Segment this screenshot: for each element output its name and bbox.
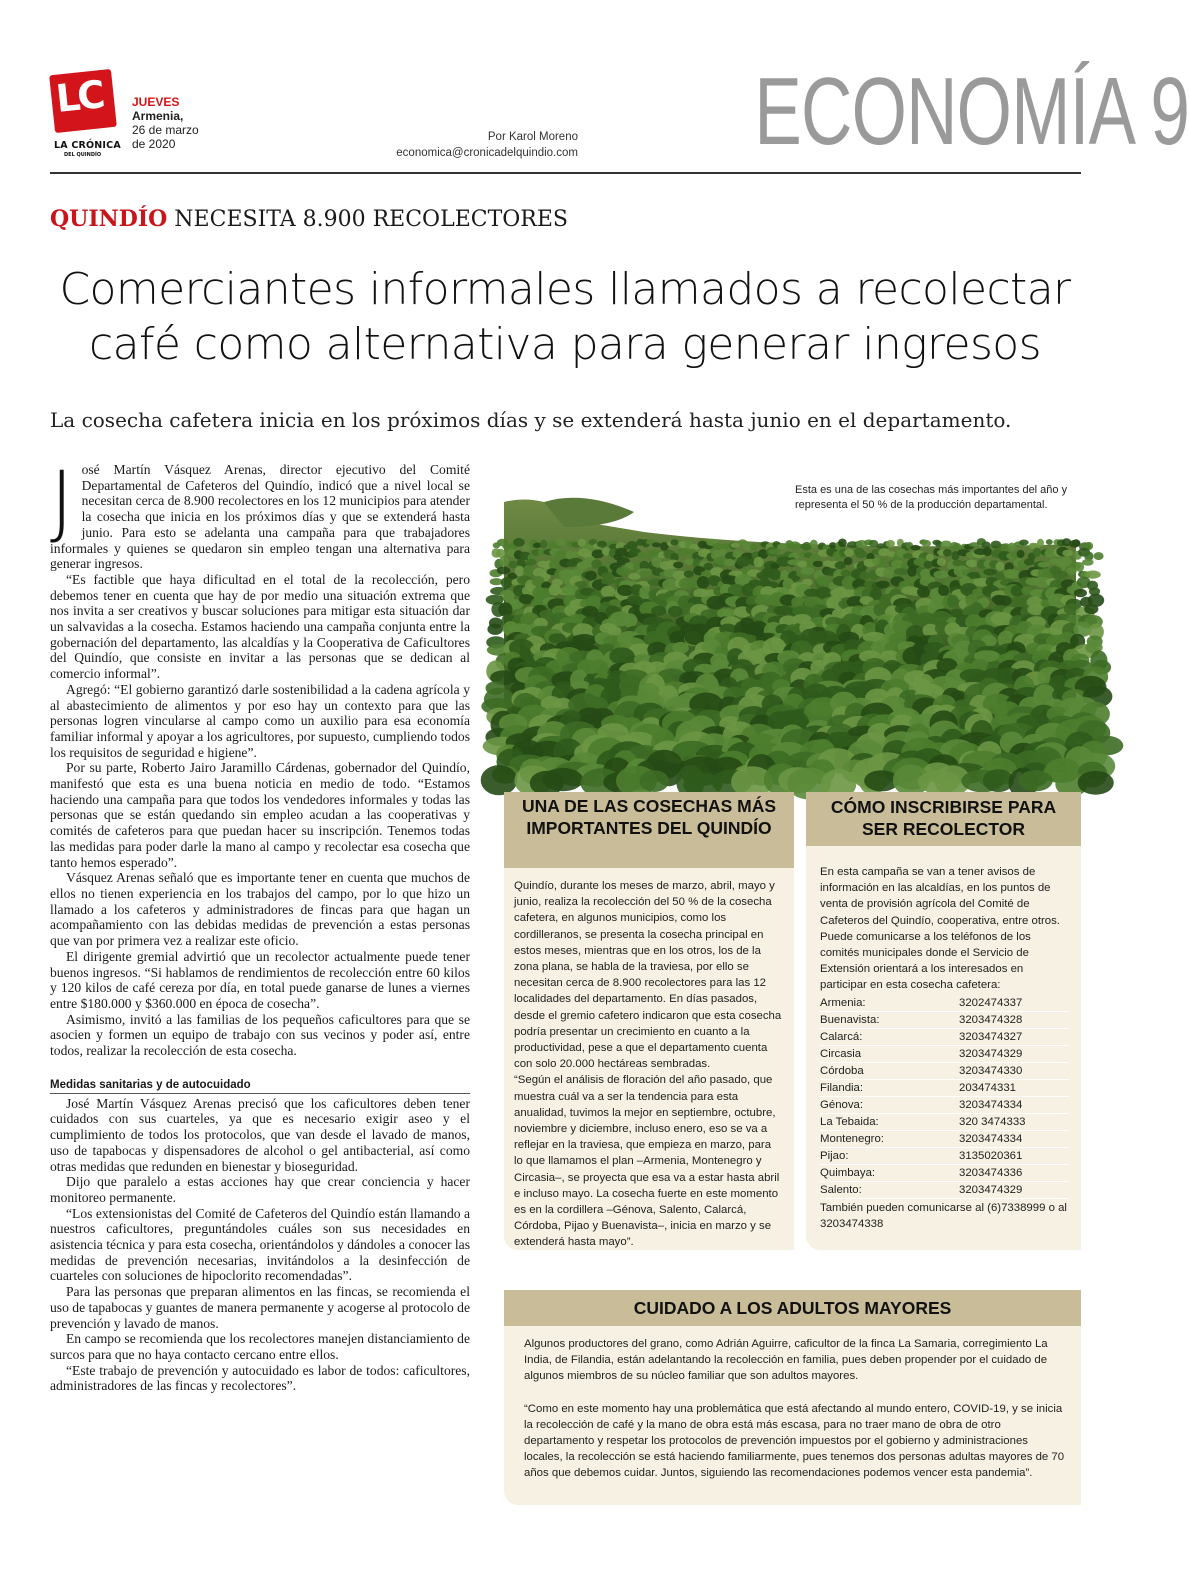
phone-number: 3203474329 bbox=[959, 1045, 1069, 1062]
edition-city: Armenia, bbox=[132, 109, 184, 123]
edition-date-line2: de 2020 bbox=[132, 137, 176, 151]
phone-town: Montenegro: bbox=[820, 1130, 959, 1147]
phone-number: 3203474330 bbox=[959, 1062, 1069, 1079]
article-paragraph: Agregó: “El gobierno garantizó darle sostenibilidad a la cadena agrícola y al abastecimiento de alimentos y por eso hay un contexto para que las personas logren vincularse al campo como un auxilio para esa economía familiar informal y apoyar a los agricultores, por supuesto, cumpliendo todos los requisitos de seguridad e higiene”. bbox=[50, 681, 470, 760]
phone-town: Armenia: bbox=[820, 995, 959, 1012]
phone-number: 3203474334 bbox=[959, 1096, 1069, 1113]
coffee-field-illustration bbox=[504, 472, 1076, 772]
author-email: economica@cronicadelquindio.com bbox=[396, 147, 578, 159]
article-paragraph: José Martín Vásquez Arenas precisó que los caficultores deben tener cuidados con sus cuarteles, ya que es necesario exigir aseo y el cumplimiento de todos los protocolos, que van desde el lavado de manos, uso de tapabocas y dispensadores de alcohol o gel antibacterial, así como otras medidas que redunden en bienestar y bioseguridad. bbox=[50, 1095, 470, 1174]
phone-town: Génova: bbox=[820, 1096, 959, 1113]
sidebar-paragraph: “Como en este momento hay una problemática que está afectando al mundo entero, COVID-19, y se inicia la recolección de café y la mano de obra está más escasa, para no traer mano de obra de otro departamento y respetar los protocolos de prevención impuestos por el gobierno y administraciones locales, la recolección se está haciendo familiarmente, pues tenemos dos personas adultas mayores de 70 años que debemos cuidar. Juntos, siguiendo las recomendaciones podemos vencer esta pandemia”. bbox=[524, 1402, 1065, 1480]
phone-number: 3203474328 bbox=[959, 1011, 1069, 1028]
logo-letters: LC bbox=[53, 72, 105, 121]
sidebar-paragraph: Algunos productores del grano, como Adrián Aguirre, caficultor de la finca La Samaria, corregimiento La India, de Filandia, están adelantando la recolección en familia, pues deben propender por el cuidado de algunos miembros de su núcleo familiar que son adultos mayores. bbox=[524, 1338, 1048, 1383]
phone-row bbox=[820, 1181, 1069, 1198]
article-subhead: Medidas sanitarias y de autocuidado bbox=[50, 1078, 470, 1094]
phone-town: La Tebaida: bbox=[820, 1113, 959, 1130]
article-paragraph: Para las personas que preparan alimentos en las fincas, se recomienda el uso de tapabocas y guantes de manera permanente y acogerse al protocolo de prevención y lavado de manos. bbox=[50, 1284, 470, 1331]
phone-row bbox=[820, 1062, 1069, 1079]
photo-caption: Esta es una de las cosechas más importantes del año y representa el 50 % de la producción departamental. bbox=[795, 484, 1068, 511]
phone-number: 3203474329 bbox=[959, 1181, 1069, 1198]
phone-number: 3203474334 bbox=[959, 1130, 1069, 1147]
header-rule bbox=[50, 172, 1081, 174]
phone-town: Calarcá: bbox=[820, 1028, 959, 1045]
byline bbox=[380, 129, 578, 161]
phone-town: Filandia: bbox=[820, 1079, 959, 1096]
phone-number: 3203474336 bbox=[959, 1164, 1069, 1181]
kicker bbox=[50, 205, 568, 234]
article-paragraph: Dijo que paralelo a estas acciones hay que crear conciencia y hacer monitoreo permanente. bbox=[50, 1174, 470, 1205]
article-paragraph: El dirigente gremial advirtió que un recolector actualmente puede tener buenos ingresos. “Si hablamos de rendimientos de recolección entre 60 kilos y 120 kilos de café cereza por día, en total puede ganarse de lunes a viernes entre $180.000 y $360.000 en época de cosecha”. bbox=[50, 948, 470, 1011]
author: Por Karol Moreno bbox=[487, 131, 578, 143]
elders-sidebar-title: CUIDADO A LOS ADULTOS MAYORES bbox=[504, 1290, 1081, 1326]
phone-town: Pijao: bbox=[820, 1147, 959, 1164]
register-intro: En esta campaña se van a tener avisos de información en las alcaldías, en los puntos de venta de provisión agrícola del Comité de Cafeteros del Quindío, cooperativa, entre otros. Puede comunicarse a los teléfonos de los comités municipales donde el Servicio de Extensión orientará a los interesados en participar en esta cosecha cafetera: bbox=[820, 866, 1060, 992]
phone-row bbox=[820, 1096, 1069, 1113]
phone-town: Córdoba bbox=[820, 1062, 959, 1079]
harvest-sidebar-body bbox=[504, 868, 794, 1251]
phone-number: 203474331 bbox=[959, 1079, 1069, 1096]
phone-row bbox=[820, 1028, 1069, 1045]
phone-row bbox=[820, 1011, 1069, 1028]
article-paragraph: “Los extensionistas del Comité de Cafeteros del Quindío están llamando a nuestros caficultores, preguntándoles cuáles son sus necesidades en asistencia técnica y para esta cosecha, orientándolos y dándoles a conocer las medidas de prevención necesarias, invitándolos a la desinfección de cuarteles con soluciones de hipoclorito recomendadas”. bbox=[50, 1205, 470, 1284]
register-extra-contact: También pueden comunicarse al (6)7338999 o al 3203474338 bbox=[820, 1201, 1067, 1230]
deck: La cosecha cafetera inicia en los próximos días y se extenderá hasta junio en el departamento. bbox=[50, 408, 1012, 432]
section-title: ECONOMÍA 9 bbox=[754, 58, 1189, 165]
phone-number: 320 3474333 bbox=[959, 1113, 1069, 1130]
phone-number: 3135020361 bbox=[959, 1147, 1069, 1164]
phone-row bbox=[820, 1079, 1069, 1096]
phone-town: Circasia bbox=[820, 1045, 959, 1062]
article-body bbox=[50, 454, 470, 1394]
edition-day: JUEVES bbox=[132, 95, 180, 109]
elders-sidebar bbox=[504, 1290, 1081, 1505]
sidebar-paragraph: Quindío, durante los meses de marzo, abril, mayo y junio, realiza la recolección del 50 % de la cosecha cafetera, en algunos municipios, como los cordilleranos, se presenta la cosecha principal en estos meses, mientras que en los otros, los de la zona plana, se habla de la traviesa, por ello se necesitan cerca de 8.900 recolectores para las 12 localidades del departamento. En días pasados, desde el gremio cafetero indicaron que esta cosecha podría presentar un crecimiento en cuanto a la productividad, pese a que el departamento cuenta con solo 20.000 hectáreas sembradas. bbox=[514, 880, 782, 1071]
article-paragraph: Asimismo, invitó a las familias de los pequeños caficultores para que se asocien y formen un equipo de trabajo con sus vecinos y poder así, entre todos, realizar la recolección de esta cosecha. bbox=[50, 1011, 470, 1059]
kicker-text: NECESITA 8.900 RECOLECTORES bbox=[174, 207, 568, 232]
register-sidebar-title: CÓMO INSCRIBIRSE PARA SER RECOLECTOR bbox=[806, 792, 1081, 846]
article-paragraph: Por su parte, Roberto Jairo Jaramillo Cárdenas, gobernador del Quindío, manifestó que esta es una buena noticia en medio de todo. “Estamos haciendo una campaña para que todos los vendedores informales y todas las personas que se están quedando sin empleo acudan a las cooperativas y comités de cafeteros para que puedan hacer su inscripción. Tenemos todas las medidas para poder darle la mano al campo y recolectar esa cosecha que tanto hemos esperado”. bbox=[50, 760, 470, 870]
phone-town: Quimbaya: bbox=[820, 1164, 959, 1181]
coffee-plantation-photo bbox=[504, 472, 1076, 772]
register-sidebar-body bbox=[806, 846, 1081, 1232]
kicker-highlight: QUINDÍO bbox=[50, 206, 168, 232]
harvest-sidebar bbox=[504, 792, 794, 1250]
edition-date-line1: 26 de marzo bbox=[132, 123, 199, 137]
article-paragraph: “Este trabajo de prevención y autocuidado es labor de todos: caficultores, administradores de las fincas y recolectores”. bbox=[50, 1362, 470, 1394]
edition-date bbox=[132, 95, 199, 151]
phone-row bbox=[820, 1113, 1069, 1130]
phone-row bbox=[820, 995, 1069, 1012]
phone-town: Salento: bbox=[820, 1181, 959, 1198]
harvest-sidebar-title: UNA DE LAS COSECHAS MÁS IMPORTANTES DEL QUINDÍO bbox=[504, 792, 794, 868]
article-paragraph: Vásquez Arenas señaló que es importante tener en cuenta que muchos de ellos no tienen experiencia en los trabajos del campo, por lo que hizo un llamado a los cafeteros y administradores de fincas para que hagan un acompañamiento con las debidas medidas de prevención a estas personas que van por primera vez a realizar este oficio. bbox=[50, 870, 470, 949]
phone-number: 3202474337 bbox=[959, 995, 1069, 1012]
article-paragraph: “Es factible que haya dificultad en el total de la recolección, pero debemos tener en cuenta que hay de por medio una situación extrema que nos invita a ser creativos y buscar soluciones para mitigar esta situación dar un salvavidas a la cosecha. Estamos haciendo una campaña conjunta entre la gobernación del departamento, las alcaldías y la Cooperativa de Caficultores del Quindío, que consiste en invitar a las personas que se dedican al comercio informal”. bbox=[50, 571, 470, 682]
phone-row bbox=[820, 1164, 1069, 1181]
register-sidebar bbox=[806, 792, 1081, 1250]
headline: Comerciantes informales llamados a recolectar café como alternativa para generar ingresos bbox=[59, 264, 1071, 370]
phone-directory bbox=[820, 995, 1069, 1199]
sidebar-paragraph: “Según el análisis de floración del año pasado, que muestra cuál va a ser la tendencia para esta anualidad, tuvimos la mejor en septiembre, octubre, noviembre y diciembre, incluso enero, eso se va a reflejar en la traviesa, que empieza en marzo, para lo que llamamos el plan –Armenia, Montenegro y Circasia–, se proyecta que esa va a estar hasta abril e incluso mayo. La cosecha fuerte en este momento es en la cordillera –Génova, Salento, Calarcá, Córdoba, Pijao y Buenavista–, inicia en marzo y se extenderá hasta mayo”. bbox=[514, 1074, 780, 1249]
phone-town: Buenavista: bbox=[820, 1011, 959, 1028]
dropcap: J bbox=[50, 454, 74, 547]
logo-name: LA CRÓNICA bbox=[54, 140, 121, 151]
newspaper-logo bbox=[50, 70, 120, 140]
logo-subtitle: DEL QUINDÍO bbox=[64, 152, 102, 158]
phone-number: 3203474327 bbox=[959, 1028, 1069, 1045]
elders-sidebar-body bbox=[504, 1326, 1081, 1482]
article-paragraph: José Martín Vásquez Arenas, director ejecutivo del Comité Departamental de Cafeteros del Quindío, indicó que a nivel local se necesitan cerca de 8.900 recolectores en los 12 municipios para atender la cosecha que inicia en los próximos días y que se extenderá hasta junio. Para esto se adelanta una campaña para que trabajadores informales y quienes se quedaron sin empleo tengan una alternativa para generar ingresos. bbox=[50, 454, 470, 572]
phone-row bbox=[820, 1130, 1069, 1147]
phone-row bbox=[820, 1147, 1069, 1164]
phone-row bbox=[820, 1045, 1069, 1062]
article-paragraph: En campo se recomienda que los recolectores manejen distanciamiento de surcos para que no haya contacto cercano entre ellos. bbox=[50, 1331, 470, 1362]
